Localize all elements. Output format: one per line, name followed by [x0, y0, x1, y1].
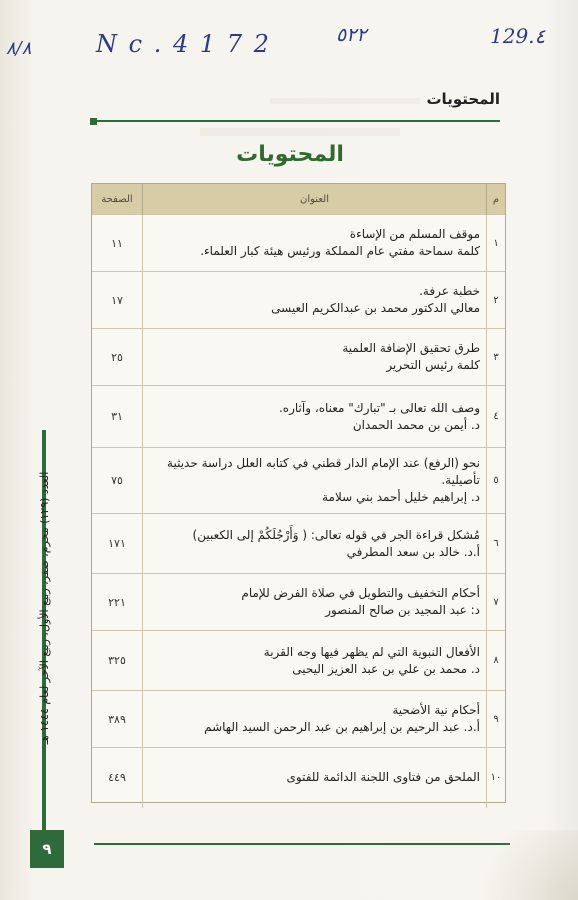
entry-title: الأفعال النبوية التي لم يظهر فيها وجه القربة — [263, 644, 480, 659]
row-number: ٤ — [487, 386, 506, 448]
entry-title: أحكام نية الأضحية — [392, 703, 480, 717]
table-row — [92, 386, 505, 448]
row-page-number: ١١ — [92, 215, 143, 272]
header-rule-dot — [90, 118, 97, 125]
table-row — [92, 215, 505, 272]
row-number: ١٠ — [487, 748, 506, 808]
page-title: المحتويات — [236, 142, 344, 167]
row-page-number: ٣١ — [92, 386, 143, 448]
entry-author: معالي الدكتور محمد بن عبدالكريم العيسى — [271, 301, 480, 315]
handwritten-note-left: ٨/٨ — [6, 38, 32, 59]
row-entry — [143, 272, 487, 329]
row-entry — [143, 215, 487, 272]
row-entry — [143, 514, 487, 574]
row-page-number: ٧٥ — [92, 448, 143, 514]
entry-title: مُشكل قراءة الجر في قوله تعالى: ( وَأَرْجُلَكُمْ إلى الكعبين) — [192, 527, 480, 542]
row-page-number: ١٧ — [92, 272, 143, 329]
entry-author: أ.د. عبد الرحيم بن إبراهيم بن عبد الرحمن السيد الهاشم — [204, 720, 480, 734]
entry-title: الملحق من فتاوى اللجنة الدائمة للفتوى — [286, 770, 480, 785]
row-number: ٩ — [487, 691, 506, 748]
handwritten-note-middle: ٥٢٢ — [336, 24, 367, 46]
row-number: ٨ — [487, 631, 506, 691]
row-page-number: ٣٨٩ — [92, 691, 143, 748]
entry-author: د: عبد المجيد بن صالح المنصور — [325, 603, 480, 617]
row-number: ٧ — [487, 574, 506, 631]
column-header-page: الصفحة — [92, 184, 143, 215]
column-header-title: العنوان — [143, 184, 487, 215]
table-header-row — [92, 184, 505, 215]
entry-author: د. أيمن بن محمد الحمدان — [352, 417, 480, 432]
row-page-number: ٣٢٥ — [92, 631, 143, 691]
column-header-number: م — [487, 184, 506, 215]
row-entry — [143, 329, 487, 386]
row-entry — [143, 386, 487, 448]
header-rule — [94, 120, 500, 122]
row-number: ٣ — [487, 329, 506, 386]
entry-title: طرق تحقيق الإضافة العلمية — [342, 341, 480, 355]
entry-title: خطبة عرفة. — [419, 284, 480, 298]
row-page-number: ٢٢١ — [92, 574, 143, 631]
table-row — [92, 329, 505, 386]
table-row — [92, 514, 505, 574]
entry-author: كلمة سماحة مفتي عام المملكة ورئيس هيئة كبار العلماء. — [200, 244, 480, 258]
footer-rule — [94, 843, 510, 845]
entry-title: وصف الله تعالى بـ "تبارك" معناه، وآثاره. — [278, 400, 480, 415]
issue-caption: العدد (١٢٩) محرم، صفر، ربيع الأول، ربيع الآخر لعام ١٤٤٤ هـ — [38, 471, 51, 745]
row-number: ٥ — [487, 448, 506, 514]
contents-table — [92, 184, 505, 808]
row-entry — [143, 631, 487, 691]
entry-title: أحكام التخفيف والتطويل في صلاة الفرض للإمام — [241, 586, 480, 600]
corner-ornament — [458, 830, 578, 900]
row-entry — [143, 691, 487, 748]
row-entry — [143, 748, 487, 808]
row-number: ١ — [487, 215, 506, 272]
entry-author: د. محمد بن علي بن عبد العزيز اليحيى — [292, 661, 480, 676]
table-row — [92, 748, 505, 808]
entry-author: كلمة رئيس التحرير — [386, 358, 480, 372]
table-row — [92, 272, 505, 329]
row-page-number: ١٧١ — [92, 514, 143, 574]
entry-title: موقف المسلم من الإساءة — [349, 227, 480, 241]
entry-author: أ.د. خالد بن سعد المطرفي — [346, 544, 480, 559]
running-header-title: المحتويات — [426, 90, 500, 108]
contents-table-frame — [91, 183, 506, 803]
page-number-badge: ٩ — [30, 830, 64, 868]
row-page-number: ٢٥ — [92, 329, 143, 386]
table-row — [92, 574, 505, 631]
row-page-number: ٤٤٩ — [92, 748, 143, 808]
entry-author: د. إبراهيم خليل أحمد بني سلامة — [322, 490, 480, 504]
row-entry — [143, 448, 487, 514]
table-row — [92, 691, 505, 748]
handwritten-reference-number: N c . 4 1 7 2 — [96, 30, 271, 58]
row-number: ٢ — [487, 272, 506, 329]
bleed-through-shadow — [200, 128, 400, 136]
bleed-through-shadow — [270, 98, 420, 104]
handwritten-note-right: 129.٤ — [490, 24, 546, 48]
row-number: ٦ — [487, 514, 506, 574]
row-entry — [143, 574, 487, 631]
table-row — [92, 448, 505, 514]
table-row — [92, 631, 505, 691]
entry-title: نحو (الرفع) عند الإمام الدار قطني في كتابه العلل دراسة حديثية تأصيلية. — [167, 456, 480, 487]
